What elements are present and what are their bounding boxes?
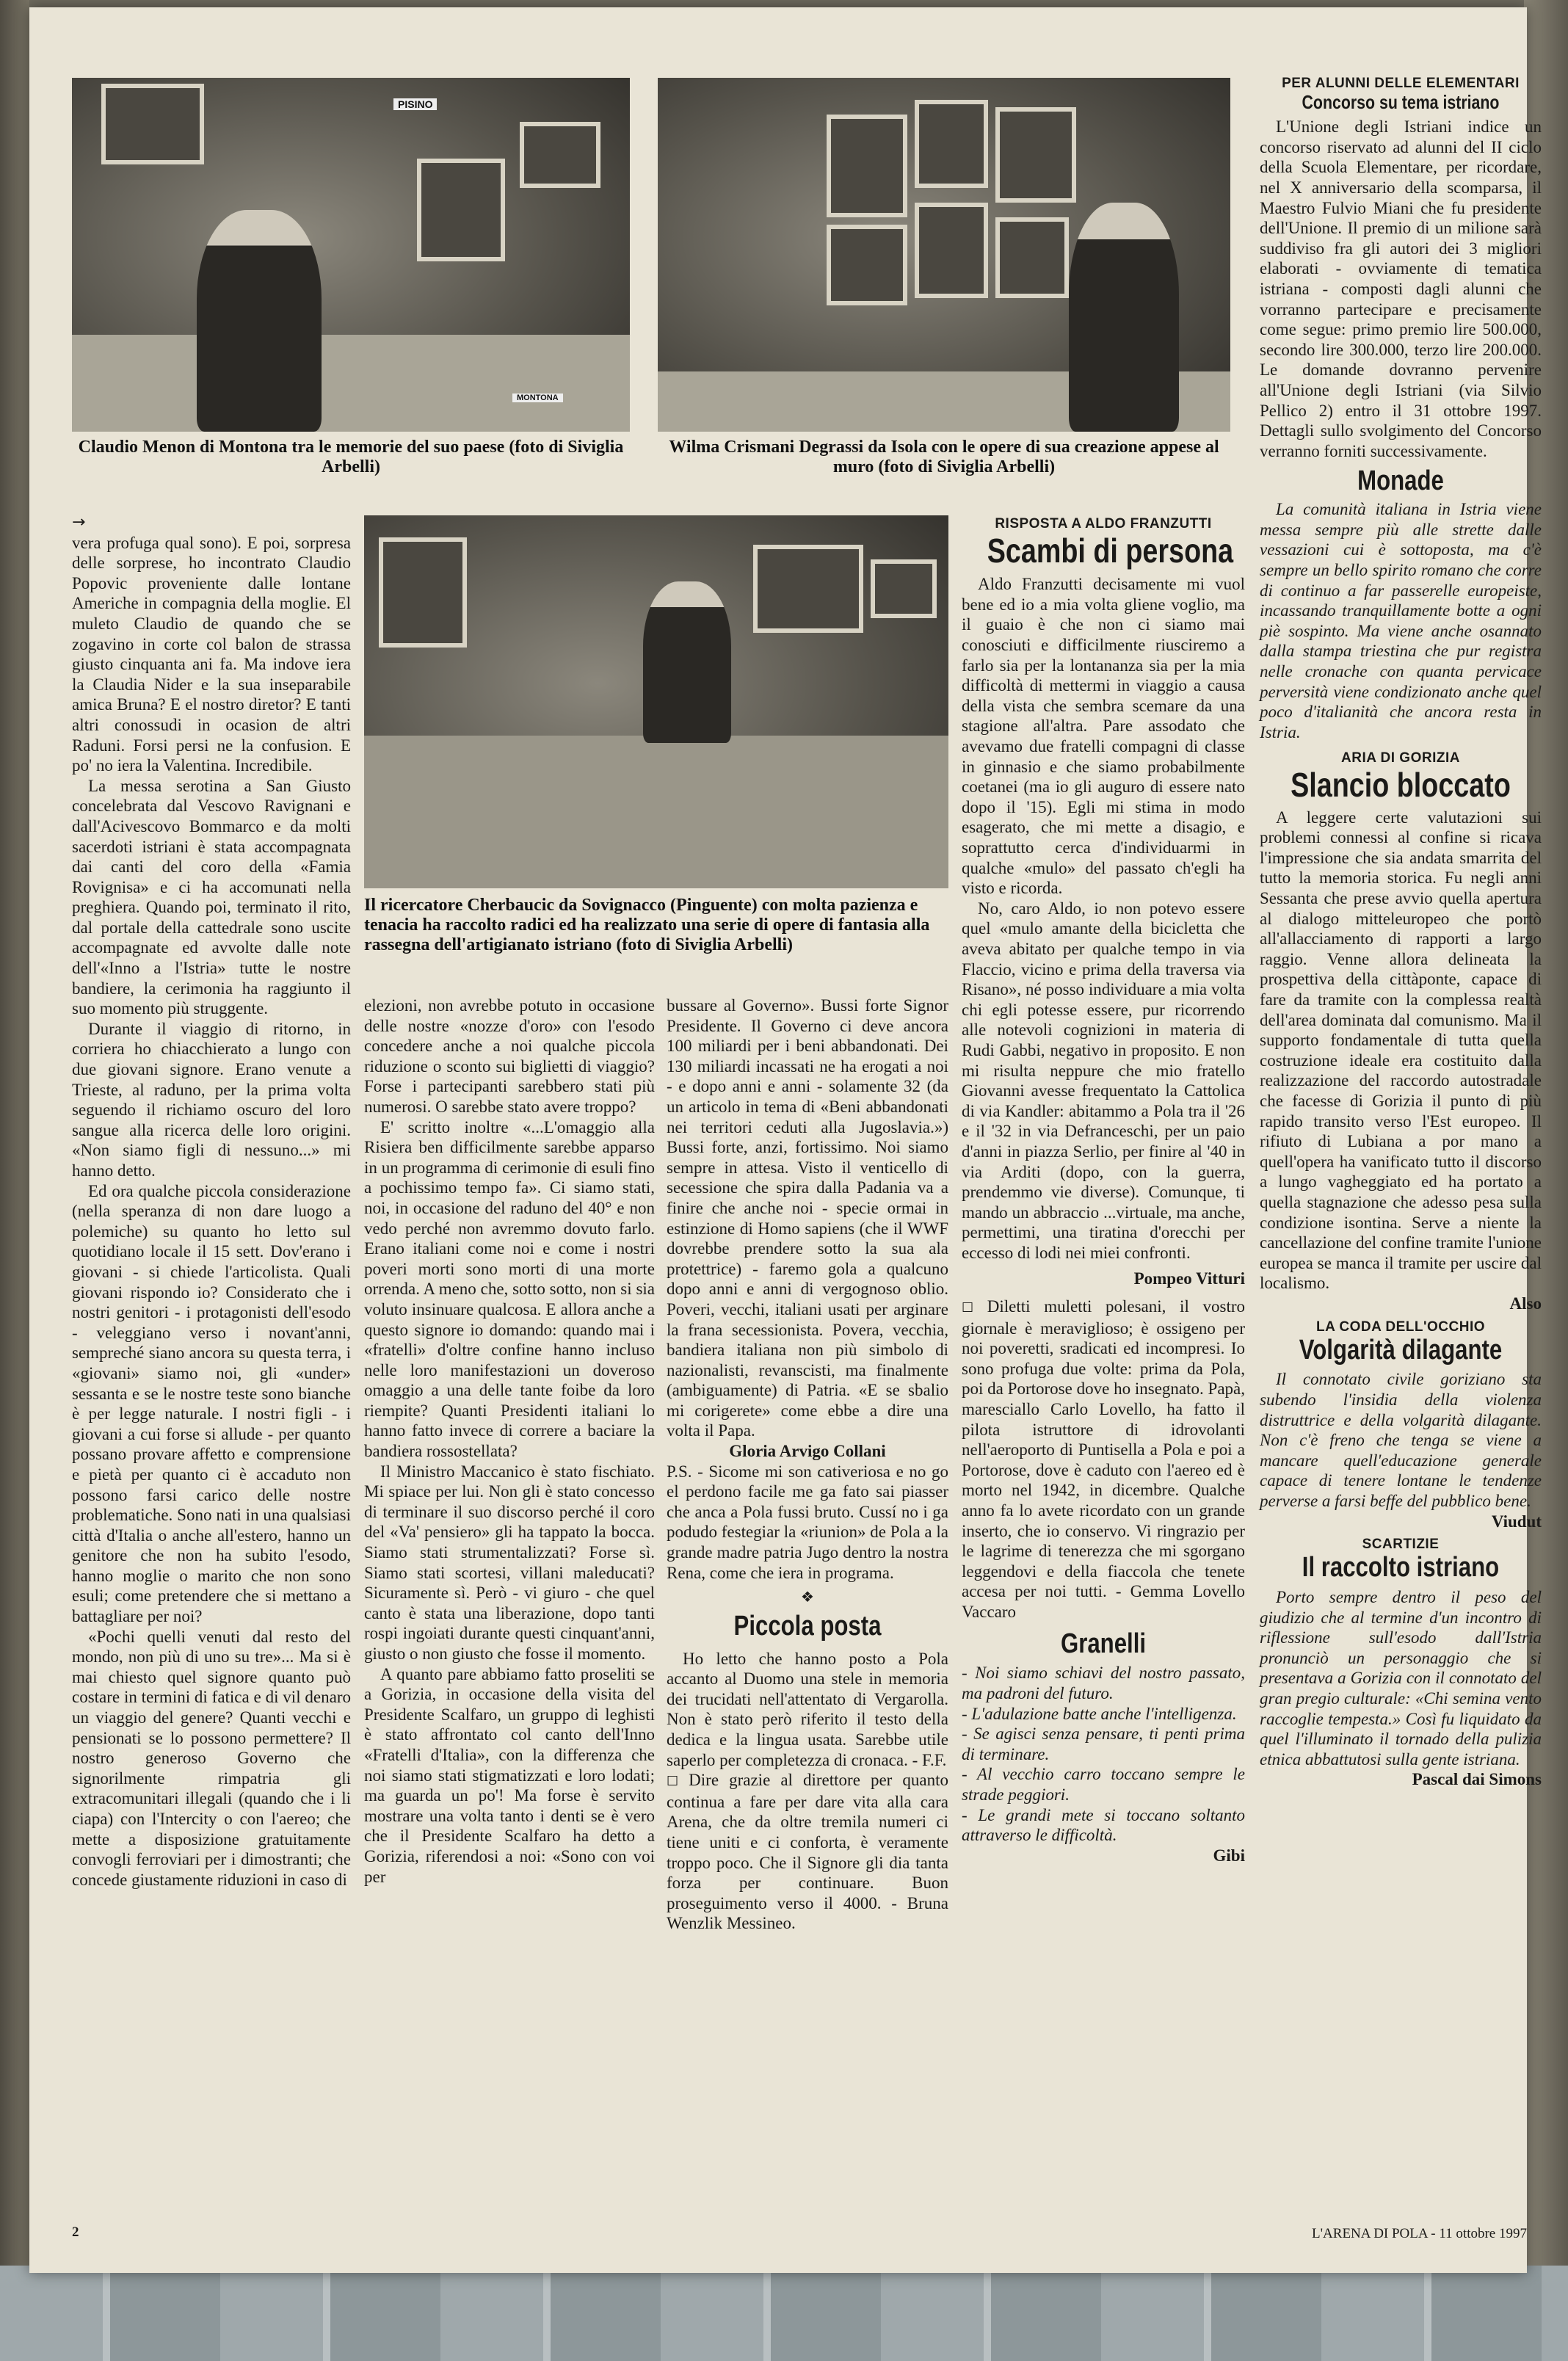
granello-2: - L'adulazione batte anche l'intelligenza. bbox=[962, 1704, 1237, 1723]
concorso-kicker: PER ALUNNI DELLE ELEMENTARI bbox=[1282, 76, 1520, 91]
scartizie-kicker: SCARTIZIE bbox=[1362, 1537, 1440, 1553]
col1-paragraph-4: Ed ora qualche piccola considerazione (nella speranza di non dare luogo a polemiche) su quanto ho letto sul quotidiano locale il 15 sett. Dov'erano i giovani - si chiede l'articolista. Quali giovani rispondo io? Considerato che i nostri genitori - i protagonisti dell'esodo - veleggiano verso i novant'anni, sempreché siano ancora su questa terra, i «giovani» siamo noi, gli «under» sessanta e se le nostre teste sono bianche è per legge naturale. I nostri figli - i giovani a cui forse si allude - per quanto possano provare affetto e comprensione e pietà per quanto ci è accaduto non possono farsi carico delle nostre problematiche. Sono nati in una qualsiasi città d'Italia o anche all'estero, hanno un genitore che non ha subito l'esodo, hanno moglie o marito che non sono esuli; come pretendere che si mettano a battagliare per noi? bbox=[72, 1181, 351, 1626]
bullet-square-icon: ☐ bbox=[667, 1774, 689, 1790]
signature-pompeo-vitturi: Pompeo Vitturi bbox=[1133, 1269, 1245, 1288]
caption-cherbaucic: Il ricercatore Cherbaucic da Sovignacco (Pinguente) con molta pazienza e tenacia ha raccolto radici ed ha realizzato una serie di opere di fantasia alla rassegna dell'artigianato istriano (foto di Siviglia Arbelli) bbox=[364, 896, 930, 954]
granello-3: - Se agisci senza pensare, ti penti prima di terminare. bbox=[962, 1724, 1245, 1763]
scambi-kicker: RISPOSTA A ALDO FRANZUTTI bbox=[995, 516, 1212, 532]
newspaper-page bbox=[29, 7, 1542, 2273]
article-column-2 bbox=[364, 995, 655, 1887]
continuation-arrow-icon: → bbox=[72, 513, 86, 532]
scambi-title: Scambi di persona bbox=[987, 532, 1234, 570]
scartizie-text: Porto sempre dentro il peso del giudizio che al termine d'un incontro di riflessione sull'esodo dall'Istria pronunciò un personaggio che si presentava a Gorizia con il connotato del gran pregio culturale: «Chi semina vento raccoglie tempesta.» Così fu liquidato da quel l'illuminato il tornado della pulizia etnica abbattutosi sulla gente istriana. bbox=[1260, 1588, 1542, 1769]
page-number: 2 bbox=[72, 2224, 79, 2240]
background-floor bbox=[0, 2266, 1568, 2361]
article-column-3 bbox=[667, 995, 948, 1934]
col3-postscript: P.S. - Sicome mi son cativeriosa e no go el perdono facile me ga fato sai piasser che anca a Pola fussi bruto. Cussí no i ga podudo festegiar la «riunion» de Pola a la grande madre patria Jugo dentro la nostra Rena, come che iera in programa. bbox=[667, 1462, 948, 1582]
letter-lovello bbox=[962, 1296, 1245, 1622]
section-divider-icon: ❖ bbox=[801, 1588, 814, 1606]
signature-gloria-arvigo-collani: Gloria Arvigo Collani bbox=[729, 1442, 886, 1461]
photo-cherbaucic bbox=[364, 515, 948, 888]
piccola-posta-letter-1: Ho letto che hanno posto a Pola accanto al Duomo una stele in memoria dei trucidati nell'attentato di Vergarolla. Non è stato però riferito il testo della dedica e la lingua usata. Sarebbe utile saperlo per completezza di cronaca. - F.F. bbox=[667, 1649, 948, 1769]
gorizia-kicker: ARIA DI GORIZIA bbox=[1341, 750, 1460, 766]
coda-title: Volgarità dilagante bbox=[1299, 1334, 1503, 1366]
signature-viudut: Viudut bbox=[1491, 1512, 1542, 1531]
piccola-posta-title: Piccola posta bbox=[733, 1610, 882, 1642]
scambi-paragraph-1: Aldo Franzutti decisamente mi vuol bene ed io a mia volta gliene voglio, ma il guaio è che non ci siamo mai conosciuti e difficilmente riusciremo a farlo sia per la lontananza sia per la mia difficoltà di mettermi in viaggio a causa della vista che sembra scemare da una stagione all'altra. Pare assodato che avevamo due fratelli compagni di classe in ginnasio e che siamo probabilmente coetanei (ma io gli auguro di essere nato dopo il '15). Egli mi stima in modo esagerato, che mi mette a disagio, e soprattutto cerca d'individuarmi in qualche «mulo» del passato ch'egli ha visto e ricorda. bbox=[962, 575, 1245, 898]
caption-crismani: Wilma Crismani Degrassi da Isola con le opere di sua creazione appese al muro (foto di Siviglia Arbelli) bbox=[669, 438, 1219, 476]
piccola-posta-letter-2 bbox=[667, 1770, 948, 1934]
gorizia-text: A leggere certe valutazioni sui problemi connessi al confine si ricava l'impressione che sia andata smarrita del tutto la memoria storica. Fu negli anni Sessanta che prese avvio quella apertura al dialogo mitteleuropeo che portò all'allacciamento di rapporti a largo raggio. Venne allora delineata la prospettiva della cittàponte, capace di fare da tramite con la complessa realtà dell'area dominata dal comunismo. Ma il supporto fondamentale di tutta quella costruzione ideale era costituito dalla realizzazione del raccordo autostradale che facesse di Gorizia il punto di più rapido transito verso l'Est europeo. Il rifiuto di Lubiana a por mano a quell'opera ha vanificato tutto il discorso a lungo vagheggiato ed ha portato a quella stagnazione che adesso pesa sulla condizione isontina. Serve a niente la cancellazione del confine tramite l'unione europea se manca il tramite per uscire dal localismo. bbox=[1260, 808, 1542, 1293]
concorso-text: L'Unione degli Istriani indice un concorso riservato ad alunni del II ciclo della Scuola Elementare, per ricordare, nel X anniversario della scomparsa, il Maestro Fulvio Miani che fu presidente dell'Unione. Il premio di un milione sarà suddiviso fra gli autori dei 3 migliori elaborati - ovviamente di tematica istriana - composti dagli alunni che vorranno partecipare e precisamente come segue: primo premio lire 500.000, secondo lire 300.000, terzo lire 200.000. Le domande dovranno pervenire all'Unione degli Istriani (via Silvio Pellico 2) entro il 31 ottobre 1997. Dettagli sullo svolgimento del Concorso verranno forniti successivamente. bbox=[1260, 117, 1542, 460]
granello-1: - Noi siamo schiavi del nostro passato, ma padroni del futuro. bbox=[962, 1664, 1245, 1703]
gorizia-title: Slancio bloccato bbox=[1291, 766, 1511, 805]
signature-pascal-dai-simons: Pascal dai Simons bbox=[1412, 1770, 1542, 1789]
caption-menon: Claudio Menon di Montona tra le memorie del suo paese (foto di Siviglia Arbelli) bbox=[78, 438, 624, 476]
scartizie-title: Il raccolto istriano bbox=[1302, 1552, 1500, 1584]
signature-gibi: Gibi bbox=[1213, 1846, 1245, 1865]
concorso-title: Concorso su tema istriano bbox=[1302, 91, 1500, 113]
monade-text: La comunità italiana in Istria viene messa sempre più alle strette dalle vessazioni cui è sottoposta, ma c'è sempre un bello spirito romano che corre di continuo a far passerelle europeiste, incassando tranquillamente botte a ogni piè sospinto. Ma viene anche osannato dalla stampa triestina che pur registra nelle cronache con quanta pervicace perversità viene condizionato anche quel poco d'italianità che ancora resta in Istria. bbox=[1260, 500, 1542, 741]
signature-also: Also bbox=[1509, 1294, 1542, 1313]
granello-5: - Le grandi mete si toccano soltanto attraverso le difficoltà. bbox=[962, 1805, 1245, 1845]
photo-crismani bbox=[658, 78, 1230, 432]
photo-menon bbox=[72, 78, 630, 432]
bullet-square-icon: ☐ bbox=[962, 1300, 987, 1316]
col1-paragraph-5: «Pochi quelli venuti dal resto del mondo, non più di uno su tre»... Ma si è mai chiesto quel signore quanto può costare in termini di fatica e di vil denaro un viaggio del genere? Quanti vecchi e pensionati se lo possono permettere? Il nostro generoso Governo che signorilmente rimpatria gli extracomunitari illegali (quando che i li ciapa) con l'Intercity o con l'aereo; che mette a disposizione gratuitamente convogli ferroviari per i dimostranti; che concede giustamente riduzioni in caso di bbox=[72, 1627, 351, 1889]
coda-text: Il connotato civile goriziano sta subendo l'insidia della violenza distruttrice e della volgarità dilagante. Non c'è freno che tenga se viene a mancare quell'educazione generale capace di tenere lontane le tendenze perverse a farsi beffe del pubblico bene. bbox=[1260, 1370, 1542, 1510]
photo-sign-montona: MONTONA bbox=[512, 394, 563, 402]
col2-paragraph-2: E' scritto inoltre «...L'omaggio alla Risiera ben difficilmente sarebbe apparso in un programma di cerimonie di esuli fino a pochissimo tempo fa». Ci siamo stati, noi, in occasione del raduno del 40° e non vedo perché non avremmo dovuto farlo. Erano italiani come noi e come i nostri poveri morti sono morti di una morte orrenda. A meno che, sotto sotto, non si sia voluto insinuare qualcosa. E allora anche a questo signore io domando: quando mai i «fratelli» d'oltre confine hanno incluso nelle loro manifestazioni un doveroso omaggio a una delle tante foibe da loro riempite? Quanti Presidenti italiani lo hanno fatto invece di correre a baciare la bandiera rossostellata? bbox=[364, 1117, 655, 1461]
background-wall-left bbox=[0, 0, 29, 2361]
article-column-4 bbox=[962, 515, 1245, 1865]
col2-paragraph-3: Il Ministro Maccanico è stato fischiato. Mi spiace per lui. Non gli è stato concesso di terminare il suo discorso perché il coro del «Va' pensiero» gli ha tappato la bocca. Siamo stati strumentalizzati? Forse sì. Siamo stati scortesi, villani maleducati? Sicuramente sì. Però - vi giuro - che quel canto è stata una liberazione, dopo tanti rospi ingoiati durante questi cinquant'anni, giusto o non giusto che fosse il momento. bbox=[364, 1462, 655, 1663]
col1-paragraph-3: Durante il viaggio di ritorno, in corriera ho chiacchierato a lungo con due giovani signore. Erano venute a Trieste, al raduno, per la prima volta seguendo il richiamo oscuro del loro sangue alla ricerca delle loro origini. «Non siamo figli di nessuno...» mi hanno detto. bbox=[72, 1019, 351, 1180]
piccola-posta-letter-2-text: Dire grazie al direttore per quanto continua a fare per dare vita alla cara Arena, che da oltre tremila numeri ci tiene uniti e ci conforta, è veramente troppo poco. Che il Signore gli dia tanta forza per continuare. Buon proseguimento verso il 4000. - Bruna Wenzlik Messineo. bbox=[667, 1771, 948, 1933]
monade-title: Monade bbox=[1357, 465, 1444, 497]
photo-sign-pisino: PISINO bbox=[393, 98, 437, 110]
col2-paragraph-1: elezioni, non avrebbe potuto in occasione delle nostre «nozze d'oro» con l'esodo concedere anche a noi qualche piccola riduzione o sconto sui biglietti di viaggio? Forse i partecipanti sarebbero stati più numerosi. O sarebbe stato avere troppo? bbox=[364, 996, 655, 1116]
letter-lovello-text: Diletti muletti polesani, il vostro giornale è meraviglioso; è ossigeno per noi poveretti, sradicati ed incompresi. Io sono profuga due volte: prima da Pola, poi da Portorose dove ho insegnato. Papà, maresciallo Carlo Lovello, ha fatto il pilota istruttore di idrovolanti nell'aeroporto di Puntisella a Pola e poi a Portorose, dove è caduto con l'aereo ed è morto nel 1942, in dicembre. Qualche anno fa lo avete ricordato con un grande inserto, che io conservo. Vi ringrazio per le lagrime di tenerezza che mi sgorgano leggendovi e della fiaccola che tenete accesa per noi tutti. - Gemma Lovello Vaccaro bbox=[962, 1297, 1245, 1621]
granello-4: - Al vecchio carro toccano sempre le strade peggiori. bbox=[962, 1765, 1245, 1805]
col3-paragraph-1: bussare al Governo». Bussi forte Signor Presidente. Il Governo ci deve ancora 100 miliardi per i beni abbandonati. Dei 130 miliardi incassati ne ha erogati a noi - e dopo anni e anni - solamente 32 (da un articolo in tema di «Beni abbandonati nei territori ceduti alla Jugoslavia.») Bussi forte, anzi, fortissimo. Noi siamo sempre in attesa. Visto il venticello di secessione che spira dalla Padania va a finire che anche noi - specie ormai in estinzione di Homo sapiens (che il WWF dovrebbe prendere sotto la sua ala protettrice) - faremo gola a qualcuno dopo anni e anni di vergognoso oblio. Poveri, vecchi, italiani usati per arginare la frana secessionista. Povera, vecchia, bandiera italiana non più simbolo di nazionalisti, revanscisti, ma finalmente (ambiguamente) di Patria. «E se sbalio mi corigerete» come ebbe a dire una volta il Papa. bbox=[667, 996, 948, 1440]
scambi-paragraph-2: No, caro Aldo, io non potevo essere quel «mulo amante della bicicletta che aveva abitato per qualche tempo in via Flaccio, vicino e prima della traversa via Risano», né posso individuare a mia volta chi egli potesse essere, pur ricorrendo alle notevoli cognizioni in materia di Rudi Gabbi, negativo in proposito. E non mi risulta neppure che mio fratello Giovanni avesse frequentato la Cattolica di via Kandler: abitammo a Pola tra il '26 e il '32 in via Defranceschi, per un paio d'anni in piazza Serlio, per finire al '40 in via Arditi (dopo, con la guerra, prendemmo vie diverse). Comunque, ti mando un abbraccio ...virtuale, ma anche, permettimi, una tiratina d'orecchi per eccesso di lodi nei miei confronti. bbox=[962, 899, 1245, 1262]
col2-paragraph-4: A quanto pare abbiamo fatto proseliti se a Gorizia, in occasione della visita del Presidente Scalfaro, un gruppo di leghisti è stato affrontato col canto dell'Inno «Fratelli d'Italia», con la differenza che noi siamo stati stigmatizzati e loro lodati; ma guarda un po'! Ma forse è servito mostrare una volta tanto i denti se è vero che il Presidente Scalfaro ha detto a Gorizia, riferendosi a noi: «Sono con voi per bbox=[364, 1664, 655, 1886]
col1-paragraph-1: vera profuga qual sono). E poi, sorpresa delle sorprese, ho incontrato Claudio Popovic proveniente dalle lontane Americhe in compagnia della moglie. El muleto Claudio de quando che se zogavino in corte col balon de strassa giusto cinquanta ani fa. Ma indove iera la Claudia Nider e la sua inseparabile amica Bruna? E el nostro diretor? E tanti altri conossudi in ocasion de altri Raduni. Forsi persi ne la confusion. E po' no iera la Valentina. Incredibile. bbox=[72, 533, 351, 775]
article-column-5 bbox=[1260, 75, 1542, 1790]
masthead-date: L'ARENA DI POLA - 11 ottobre 1997 bbox=[1312, 2226, 1527, 2241]
granelli-title: Granelli bbox=[1060, 1628, 1147, 1659]
col1-paragraph-2: La messa serotina a San Giusto concelebrata dal Vescovo Ravignani e dall'Acivescovo Bommarco e da molti sacerdoti istriani è stata accompagnata dai canti del coro della «Famia Rovignisa» e ci ha accomunati nella preghiera. Quando poi, terminato il rito, dal portale della cattedrale sono uscite accompagnate ed avvolte dalle note dell'«Inno a l'Istria» tutte le nostre bandiere, la cerimonia ha raggiunto il suo momento più struggente. bbox=[72, 776, 351, 1018]
coda-kicker: LA CODA DELL'OCCHIO bbox=[1315, 1319, 1486, 1335]
article-column-1 bbox=[72, 512, 351, 1890]
